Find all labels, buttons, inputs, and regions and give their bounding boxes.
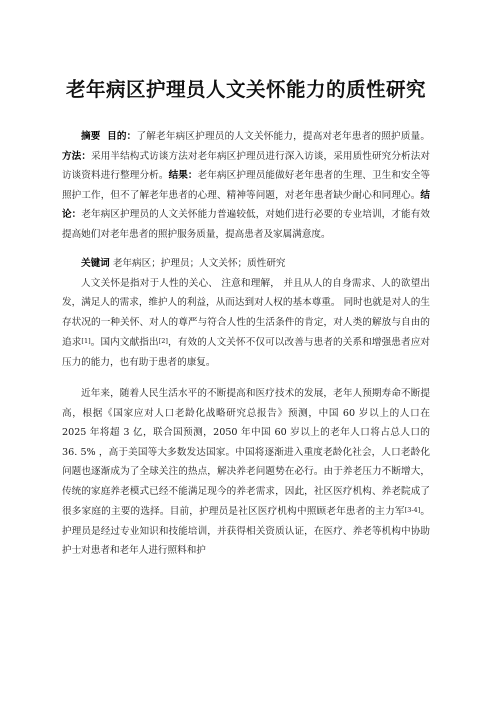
keywords-line (62, 254, 430, 274)
purpose-text: 了解老年病区护理员的人文关怀能力，提高对老年患者的照护质量。 (136, 131, 431, 142)
paragraph-2-text-b: 。护理员是经过专业知识和技能培训，并获得相关资质认证，在医疗、养老等机构中协助护士对患者和老年人进行照料和护 (62, 506, 431, 556)
method-text: 采用半结构式访谈方法对老年病区护理员进行深入访谈，采用质性研究分析法对访谈资料进行整理分析。 (62, 150, 431, 181)
keywords-label: 关键词 (81, 258, 110, 269)
body-paragraph-2 (62, 384, 430, 561)
citation-2: [2] (158, 337, 168, 345)
paragraph-1-text-a: 人文关怀是指对于人性的关心、 注意和理解， 并且从人的自身需求、人的欲望出发，满足人的需求，维护人的利益，从而达到对人权的基本尊重。 同时也就是对人的生存状况的一种关怀、对人的尊严与符合人性的生活条件的肯定，对人类的解放与自由的追求 (62, 277, 430, 348)
method-label: 方法： (62, 150, 92, 162)
paper-title: 老年病区护理员人文关怀能力的质性研究 (65, 78, 426, 101)
conclusion-text: 老年病区护理员的人文关怀能力普遍较低，对她们进行必要的专业培训，才能有效提高她们对老年患者的照护服务质量，提高患者及家属满意度。 (62, 209, 431, 240)
purpose-label: 目的： (107, 131, 137, 142)
result-label: 结果： (168, 170, 198, 181)
body-paragraph-1 (62, 274, 430, 373)
citation-1: [1] (81, 337, 91, 345)
conclusion-label: 结论： (62, 189, 430, 220)
abstract-paragraph (62, 127, 430, 244)
abstract-label: 摘要 (81, 131, 101, 142)
paragraph-1-text-b: 。国内文献指出 (90, 337, 159, 348)
result-text: 老年病区护理员能做好老年患者的生理、卫生和安全等照护工作，但不了解老年患者的心理、精神等问题，对老年患者缺少耐心和同理心。 (62, 170, 431, 201)
paragraph-1-text-c: ，有效的人文关怀不仅可以改善与患者的关系和增强患者应对压力的能力，也有助于患者的康复。 (62, 337, 431, 368)
paragraph-2-text-a: 近年来，随着人民生活水平的不断提高和医疗技术的发展，老年人预期寿命不断提高，根据《国家应对人口老龄化战略研究总报告》预测，中国 60 岁以上的人口在 2025 年将超 3 亿，联合国预测，2050 年中国 60 岁以上的老年人口将占总人口的 36. 5% ，高于美国等大多数发达国家。中国将逐渐进入重度老龄化社会，人口老龄化问题也逐渐成为了全球关注的热点，解决养老问题势在必行。由于养老压力不断增大，传统的家庭养老模式已经不能满足现今的养老需求，因此，社区医疗机构、养老院成了很多家庭的主要的选择。目前，护理员是社区医疗机构中照顾老年患者的主力军 (62, 388, 430, 517)
keywords-text: 老年病区；护理员；人文关怀；质性研究 (112, 258, 286, 269)
citation-3-4: [3-4] (404, 506, 421, 514)
